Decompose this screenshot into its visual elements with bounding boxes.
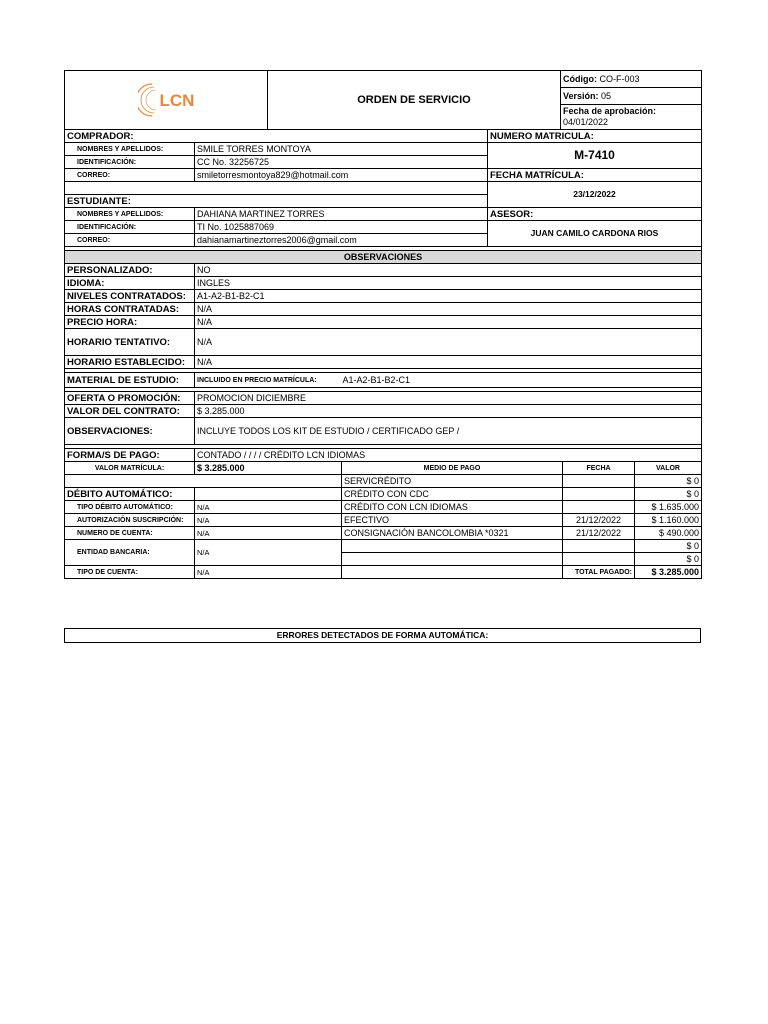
material-label: MATERIAL DE ESTUDIO: [65,373,195,388]
pago-row-fecha [563,488,635,501]
horas-label: HORAS CONTRATADAS: [65,303,195,316]
horas-value: N/A [195,303,702,316]
observaciones-header: OBSERVACIONES [65,251,702,264]
estudiante-correo-label: CORREO: [65,234,195,247]
fecha-aprobacion-cell [561,105,702,130]
niveles-label: NIVELES CONTRATADOS: [65,290,195,303]
precio-hora-label: PRECIO HORA: [65,316,195,329]
comprador-spacer [65,182,488,195]
horario-tentativo-label: HORARIO TENTATIVO: [65,329,195,356]
numero-matricula-label: NUMERO MATRICULA: [488,130,702,143]
entidad-bancaria-value: N/A [195,540,342,566]
numero-matricula: M-7410 [488,143,702,169]
pago-row-fecha [563,553,635,566]
debito-automatico-value [195,488,342,501]
pago-row-valor: $ 0 [635,475,702,488]
codigo-value: CO-F-003 [599,73,640,84]
pago-row-medio: EFECTIVO [342,514,563,527]
comprador-nombres-label: NOMBRES Y APELLIDOS: [65,143,195,156]
estudiante-identificacion: TI No. 1025887069 [195,221,488,234]
comprador-section: COMPRADOR: [65,130,488,143]
estudiante-nombres: DAHIANA MARTINEZ TORRES [195,208,488,221]
estudiante-identificacion-label: IDENTIFICACIÓN: [65,221,195,234]
pago-row-valor: $ 1.635.000 [635,501,702,514]
fecha-aprobacion-value: 04/01/2022 [563,117,609,127]
fecha-matricula: 23/12/2022 [488,182,702,208]
autorizacion-value: N/A [195,514,342,527]
personalizado-value: NO [195,264,702,277]
personalizado-label: PERSONALIZADO: [65,264,195,277]
horario-establecido-value: N/A [195,356,702,369]
comprador-correo-label: CORREO: [65,169,195,182]
version-value: 05 [601,90,612,101]
errores-detectados: ERRORES DETECTADOS DE FORMA AUTOMÁTICA: [64,628,701,643]
pago-row-valor: $ 0 [635,540,702,553]
codigo-cell [561,71,702,88]
pago-row-medio [342,540,563,553]
horario-establecido-label: HORARIO ESTABLECIDO: [65,356,195,369]
comprador-identificacion: CC No. 32256725 [195,156,488,169]
comprador-correo: smiletorresmontoya829@hotmail.com [195,169,488,182]
fecha-aprobacion-label: Fecha de aprobación: [563,106,657,116]
pago-row-fecha: 21/12/2022 [563,514,635,527]
pago-row-valor: $ 0 [635,488,702,501]
pago-row-fecha [563,501,635,514]
observaciones-label: OBSERVACIONES: [65,418,195,445]
asesor-label: ASESOR: [488,208,702,221]
valor-contrato-label: VALOR DEL CONTRATO: [65,405,195,418]
logo-text: LCN [159,90,195,110]
comprador-identificacion-label: IDENTIFICACIÓN: [65,156,195,169]
tipo-debito-value: N/A [195,501,342,514]
fecha-matricula-label: FECHA MATRÍCULA: [488,169,702,182]
total-pagado-label: TOTAL PAGADO: [563,566,635,579]
parties-table [64,129,702,264]
horario-tentativo-value: N/A [195,329,702,356]
entidad-bancaria-label: ENTIDAD BANCARIA: [65,540,195,566]
material-value: A1-A2-B1-B2-C1 [341,373,702,388]
col-medio-pago: MEDIO DE PAGO [342,462,563,475]
formas-pago-label: FORMA/S DE PAGO: [65,449,195,462]
pago-row-valor: $ 490.000 [635,527,702,540]
pago-row-medio: CRÉDITO CON LCN IDIOMAS [342,501,563,514]
valor-contrato-value: $ 3.285.000 [195,405,702,418]
pago-row-valor: $ 1.160.000 [635,514,702,527]
header-table [64,70,702,130]
document-title: ORDEN DE SERVICIO [268,71,561,130]
estudiante-nombres-label: NOMBRES Y APELLIDOS: [65,208,195,221]
pago-row-valor: $ 0 [635,553,702,566]
comprador-nombres: SMILE TORRES MONTOYA [195,143,488,156]
service-order-form [64,70,701,579]
oferta-label: OFERTA O PROMOCIÓN: [65,392,195,405]
payment-table [64,448,702,579]
logo-cell [65,71,268,130]
numero-cuenta-label: NUMERO DE CUENTA: [65,527,195,540]
total-pagado-value: $ 3.285.000 [635,566,702,579]
niveles-value: A1-A2-B1-B2-C1 [195,290,702,303]
valor-matricula-label: VALOR MATRÍCULA: [65,462,195,475]
asesor-nombre: JUAN CAMILO CARDONA RIOS [488,221,702,247]
estudiante-correo: dahianamartineztorres2006@gmail.com [195,234,488,247]
numero-cuenta-value: N/A [195,527,342,540]
tipo-cuenta-value: N/A [195,566,342,579]
formas-pago-value: CONTADO / / / / CRÉDITO LCN IDIOMAS [195,449,702,462]
estudiante-section: ESTUDIANTE: [65,195,488,208]
observaciones-value: INCLUYE TODOS LOS KIT DE ESTUDIO / CERTIFICADO GEP / [195,418,702,445]
pago-row-medio: SERVICRÉDITO [342,475,563,488]
tipo-cuenta-label: TIPO DE CUENTA: [65,566,195,579]
pago-row-fecha [563,540,635,553]
lcn-logo [67,71,265,129]
idioma-label: IDIOMA: [65,277,195,290]
precio-hora-value: N/A [195,316,702,329]
oferta-value: PROMOCION DICIEMBRE [195,392,702,405]
codigo-label: Código: [563,73,597,84]
pago-row-medio [342,553,563,566]
autorizacion-label: AUTORIZACIÓN SUSCRIPCIÓN: [65,514,195,527]
valor-matricula-value: $ 3.285.000 [195,462,342,475]
col-valor: VALOR [635,462,702,475]
version-label: Versión: [563,90,599,101]
idioma-value: INGLES [195,277,702,290]
pago-spacer [65,475,342,488]
details-table [64,263,702,449]
pago-spacer [342,566,563,579]
col-fecha: FECHA [563,462,635,475]
version-cell [561,88,702,105]
pago-row-medio: CONSIGNACIÓN BANCOLOMBIA *0321 [342,527,563,540]
tipo-debito-label: TIPO DÉBITO AUTOMÁTICO: [65,501,195,514]
pago-row-medio: CRÉDITO CON CDC [342,488,563,501]
pago-row-fecha: 21/12/2022 [563,527,635,540]
material-incluido-label: INCLUIDO EN PRECIO MATRÍCULA: [195,373,341,388]
debito-automatico-label: DÉBITO AUTOMÁTICO: [65,488,195,501]
pago-row-fecha [563,475,635,488]
